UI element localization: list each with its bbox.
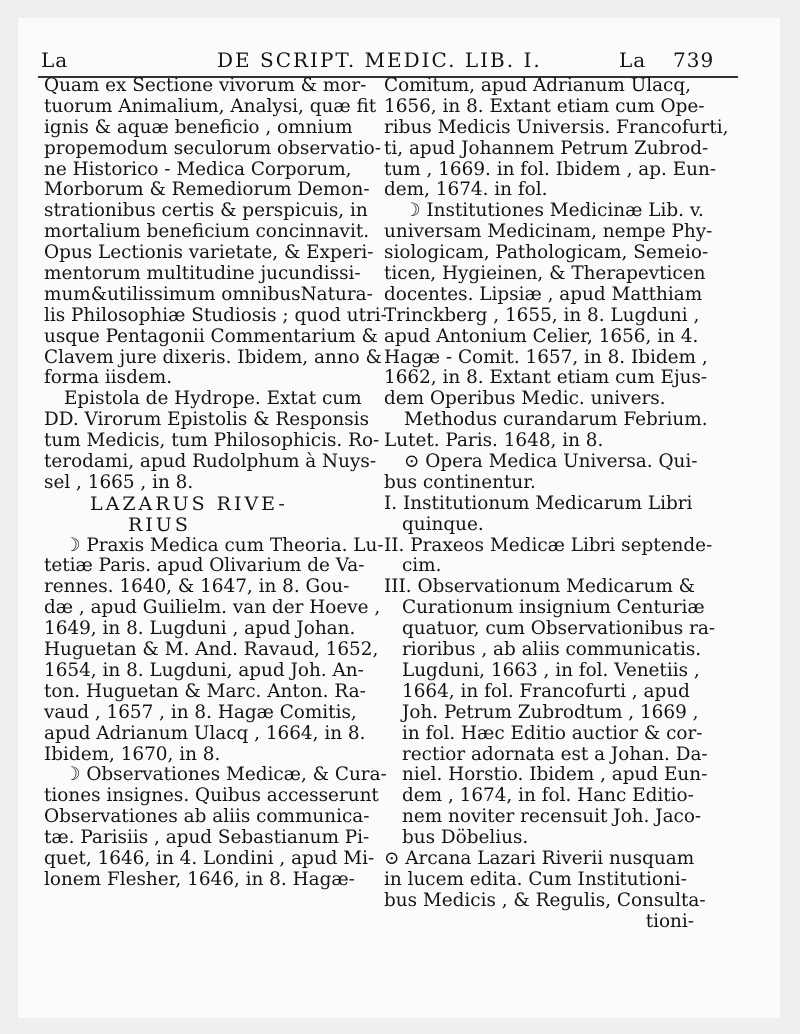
text-line: Clavem jure dixeris. Ibidem, anno &: [44, 346, 382, 368]
text-line: propemodum seculorum observatio-: [44, 137, 381, 159]
text-line: tæ. Parisiis , apud Sebastianum Pi-: [44, 827, 370, 849]
author-heading: LAZARUS RIVE-: [90, 492, 288, 515]
text-line: mentorum multitudine jucundissi-: [44, 263, 361, 285]
text-line: Quam ex Sectione vivorum & mor-: [44, 75, 367, 96]
text-line: docentes. Lipsiæ , apud Matthiam: [384, 283, 703, 305]
text-line: Hagæ - Comit. 1657, in 8. Ibidem ,: [384, 346, 708, 368]
author-heading: RIUS: [128, 513, 191, 536]
text-line: tum Medicis, tum Philosophicis. Ro-: [44, 430, 380, 452]
text-line: dem , 1674, in fol. Hanc Editio-: [402, 785, 694, 807]
text-line: dæ , apud Guilielm. van der Hoeve ,: [44, 597, 381, 619]
text-line: ribus Medicis Universis. Francofurti,: [384, 116, 729, 138]
text-line: niel. Horstio. Ibidem , apud Eun-: [402, 764, 708, 786]
text-line: mum&utilissimum omnibusNatura-: [44, 283, 373, 305]
right-catchword: La: [619, 48, 647, 72]
text-line: rioribus , ab aliis communicatis.: [402, 639, 702, 661]
text-line: 1664, in fol. Francofurti , apud: [402, 680, 690, 702]
text-line: Opus Lectionis varietate, & Experi-: [44, 242, 374, 264]
text-line: ignis & aquæ beneficio , omnium: [44, 116, 353, 138]
text-line: rennes. 1640, & 1647, in 8. Gou-: [44, 576, 350, 598]
text-line: quet, 1646, in 4. Londini , apud Mi-: [44, 847, 375, 869]
text-line: cim.: [402, 555, 442, 577]
text-line: universam Medicinam, nempe Phy-: [384, 221, 713, 243]
text-line: bus Medicis , & Regulis, Consulta-: [384, 889, 706, 911]
text-line: ti, apud Johannem Petrum Zubrod-: [384, 137, 709, 159]
list-item: III. Observationum Medicarum &: [384, 576, 696, 598]
text-line: quatuor, cum Observationibus ra-: [402, 618, 716, 640]
text-line: Morborum & Remediorum Demon-: [44, 179, 370, 201]
text-line: sel , 1665 , in 8.: [44, 471, 194, 493]
text-line: in lucem edita. Cum Institutioni-: [384, 868, 687, 890]
running-header: [35, 48, 735, 78]
text-line: DD. Virorum Epistolis & Responsis: [44, 409, 370, 431]
text-line: tum , 1669. in fol. Ibidem , ap. Eun-: [384, 158, 717, 180]
text-line: ☽ Praxis Medica cum Theoria. Lu-: [64, 534, 384, 556]
running-title: DE SCRIPT. MEDIC. LIB. I.: [217, 48, 542, 72]
text-line: ⊙ Arcana Lazari Riverii nusquam: [384, 847, 695, 869]
text-line: Observationes ab aliis communica-: [44, 806, 370, 828]
text-line: in fol. Hæc Editio auctior & cor-: [402, 722, 703, 744]
text-line: vaud , 1657 , in 8. Hagæ Comitis,: [44, 701, 357, 723]
text-line: Curationum insignium Centuriæ: [402, 597, 705, 619]
text-line: Epistola de Hydrope. Extat cum: [64, 388, 362, 410]
text-line: Lugduni, 1663 , in fol. Venetiis ,: [402, 659, 700, 681]
text-line: Huguetan & M. And. Ravaud, 1652,: [44, 639, 379, 661]
list-item: II. Praxeos Medicæ Libri septende-: [384, 534, 713, 556]
text-line: apud Adrianum Ulacq , 1664, in 8.: [44, 722, 366, 744]
text-line: tuorum Animalium, Analysi, quæ fit: [44, 95, 377, 117]
right-column: [384, 75, 729, 933]
text-line: usque Pentagonii Commentarium &: [44, 325, 378, 347]
text-line: nem noviter recensuit Joh. Jaco-: [402, 806, 702, 828]
text-line: dem Operibus Medic. univers.: [384, 388, 666, 410]
text-line: 1656, in 8. Extant etiam cum Ope-: [384, 95, 705, 117]
catchword: tioni-: [645, 910, 694, 932]
text-line: rectior adornata est a Johan. Da-: [402, 743, 708, 765]
text-line: tetiæ Paris. apud Olivarium de Va-: [44, 555, 365, 577]
text-line: lis Philosophiæ Studiosis ; quod utri-: [44, 304, 387, 326]
text-line: Comitum, apud Adrianum Ulacq,: [384, 75, 691, 96]
text-line: Ibidem, 1670, in 8.: [44, 743, 221, 765]
text-line: Methodus curandarum Febrium.: [404, 409, 708, 431]
text-line: 1649, in 8. Lugduni , apud Johan.: [44, 618, 356, 640]
page-number: 739: [673, 48, 715, 72]
text-line: siologicam, Pathologicam, Semeio-: [384, 242, 709, 264]
text-line: ticen, Hygieinen, & Therapevticen: [384, 263, 706, 285]
text-line: ton. Huguetan & Marc. Anton. Ra-: [44, 680, 366, 702]
text-line: Trinckberg , 1655, in 8. Lugduni ,: [384, 304, 700, 326]
text-line: lonem Flesher, 1646, in 8. Hagæ-: [44, 868, 355, 890]
text-line: dem, 1674. in fol.: [384, 179, 548, 201]
text-line: forma iisdem.: [44, 367, 173, 389]
text-line: mortalium beneficium concinnavit.: [44, 221, 370, 243]
text-line: ne Historico - Medica Corporum,: [44, 158, 352, 180]
list-item: I. Institutionum Medicarum Libri: [384, 492, 693, 514]
text-line: ☽ Observationes Medicæ, & Cura-: [64, 764, 387, 786]
text-line: terodami, apud Rudolphum à Nuys-: [44, 451, 377, 473]
left-column: [44, 75, 387, 891]
text-line: ⊙ Opera Medica Universa. Qui-: [404, 451, 698, 473]
text-line: bus continentur.: [384, 471, 536, 493]
text-line: Lutet. Paris. 1648, in 8.: [384, 430, 604, 452]
text-line: Joh. Petrum Zubrodtum , 1669 ,: [402, 701, 699, 723]
text-line: bus Döbelius.: [402, 827, 529, 849]
left-catchword: La: [41, 48, 69, 72]
text-line: ☽ Institutiones Medicinæ Lib. v.: [404, 200, 704, 222]
text-line: apud Antonium Celier, 1656, in 4.: [384, 325, 699, 347]
text-line: 1654, in 8. Lugduni, apud Joh. An-: [44, 659, 364, 681]
text-line: strationibus certis & perspicuis, in: [44, 200, 368, 222]
text-line: quinque.: [402, 513, 484, 535]
text-line: 1662, in 8. Extant etiam cum Ejus-: [384, 367, 708, 389]
text-line: tiones insignes. Quibus accesserunt: [44, 785, 379, 807]
